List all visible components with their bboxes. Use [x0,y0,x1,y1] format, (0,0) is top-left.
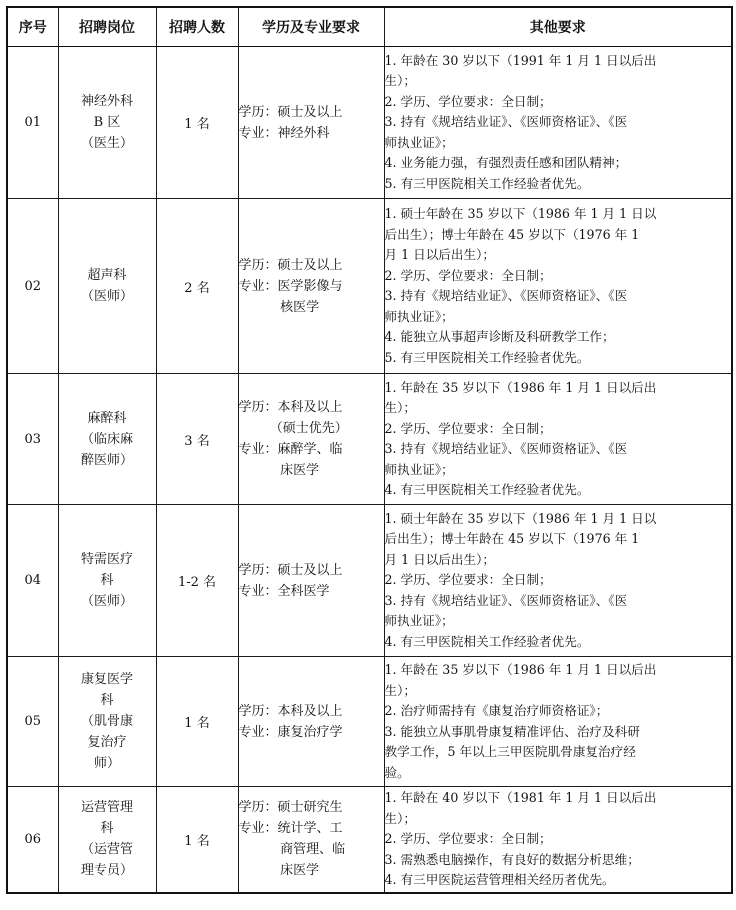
requirement-line: 师执业证》； [384,308,454,324]
position-line: （医师） [80,594,133,609]
requirement-line: 月 1 日以后出生）； [384,247,495,262]
position-line: 科 [100,573,114,588]
education-line: 商管理、临 [280,842,346,858]
education-line: 专业：康复治疗学 [238,724,343,740]
requirement-line: 后出生）；博士年龄在 45 岁以下（1976 年 1 [384,226,640,242]
position-line: 麻醉科 [87,410,127,426]
cell-seq: 05 [7,657,58,787]
education-line: 专业：神经外科 [238,125,330,141]
position-line: 运营管理 [80,800,133,816]
requirement-line: 生）； [384,682,416,698]
education-line: 学历：硕士及以上 [238,562,343,578]
cell-education [238,47,384,199]
requirement-line: 2. 学历、学位要求：全日制； [384,420,552,436]
position-line: 理专员） [80,863,133,879]
cell-count: 3 名 [156,374,238,505]
requirement-line: 1. 年龄在 40 岁以下（1981 年 1 月 1 日以后出 [384,790,657,805]
requirement-line: 3. 持有《规培结业证》、《医师资格证》、《医 [384,592,628,608]
education-line: 床医学 [280,863,320,879]
position-line: 醉医师） [80,452,133,468]
cell-education [238,199,384,374]
education-line: 专业：医学影像与 [238,278,343,294]
cell-other [384,199,732,374]
cell-position [58,47,156,199]
header-seq: 序号 [7,7,58,47]
position-line: （肌骨康 [80,714,133,729]
education-line: 专业：统计学、工 [238,821,343,837]
education-line: （硕士优先） [269,421,348,436]
requirement-line: 2. 学历、学位要求：全日制； [384,572,552,588]
position-line: 科 [100,693,114,708]
requirement-line: 4. 有三甲医院相关工作经验者优先。 [384,633,590,649]
cell-seq: 02 [7,199,58,374]
cell-position [58,374,156,505]
table-row [7,505,732,657]
cell-seq: 04 [7,505,58,657]
header-row [7,7,732,47]
table-row [7,199,732,374]
cell-education [238,505,384,657]
requirement-line: 5. 有三甲医院相关工作经验者优先。 [384,349,590,365]
requirement-line: 1. 年龄在 35 岁以下（1986 年 1 月 1 日以后出 [384,662,657,677]
position-line: 复治疗 [87,735,127,750]
table-body [7,47,732,893]
position-line: （医生） [80,136,133,151]
position-line: 科 [100,821,114,837]
requirement-line: 2. 学历、学位要求：全日制； [384,267,552,283]
position-line: 神经外科 [80,94,133,109]
table-row [7,657,732,787]
requirement-line: 5. 有三甲医院相关工作经验者优先。 [384,175,590,191]
education-line: 专业：全科医学 [238,583,330,599]
requirement-line: 3. 需熟悉电脑操作，有良好的数据分析思维； [384,851,640,867]
position-line: （运营管 [80,842,133,858]
requirement-line: 教学工作，5 年以上三甲医院肌骨康复治疗经 [384,744,636,759]
education-line: 床医学 [280,463,320,478]
position-line: 超声科 [87,268,127,283]
position-line: 康复医学 [80,672,133,687]
cell-position [58,657,156,787]
cell-count: 1 名 [156,787,238,893]
cell-other [384,787,732,893]
table-row [7,787,732,893]
cell-other [384,47,732,199]
requirement-line: 1. 硕士年龄在 35 岁以下（1986 年 1 月 1 日以 [384,510,657,526]
requirement-line: 2. 治疗师需持有《康复治疗师资格证》； [384,703,609,718]
cell-seq: 03 [7,374,58,505]
position-line: 师） [93,756,120,771]
requirement-line: 3. 持有《规培结业证》、《医师资格证》、《医 [384,288,628,303]
requirement-line: 2. 学历、学位要求：全日制； [384,93,552,109]
education-line: 学历：硕士及以上 [238,257,343,273]
requirement-line: 生）； [384,73,416,89]
table-row [7,374,732,505]
cell-other [384,505,732,657]
cell-education [238,657,384,787]
cell-count: 1 名 [156,657,238,787]
requirement-line: 月 1 日以后出生）； [384,551,495,567]
requirement-line: 师执业证》； [384,461,454,477]
header-other: 其他要求 [384,7,732,47]
requirement-line: 师执业证》； [384,134,454,150]
requirement-line: 4. 有三甲医院运营管理相关经历者优先。 [384,872,615,887]
education-line: 学历：本科及以上 [238,400,343,415]
position-line: B 区 [93,115,121,130]
requirement-line: 师执业证》； [384,613,454,629]
cell-seq: 06 [7,787,58,893]
requirement-line: 后出生）；博士年龄在 45 岁以下（1976 年 1 [384,531,640,547]
requirement-line: 1. 硕士年龄在 35 岁以下（1986 年 1 月 1 日以 [384,206,657,221]
requirement-line: 3. 能独立从事肌骨康复精准评估、治疗及科研 [384,723,640,739]
requirement-line: 生）； [384,810,416,826]
recruitment-table [6,6,733,894]
cell-count: 1-2 名 [156,505,238,657]
cell-count: 1 名 [156,47,238,199]
cell-education [238,374,384,505]
requirement-line: 验。 [384,764,410,780]
education-line: 核医学 [280,299,320,315]
education-line: 专业：麻醉学、临 [238,442,343,457]
header-education: 学历及专业要求 [238,7,384,47]
table-row [7,47,732,199]
header-count: 招聘人数 [156,7,238,47]
requirement-line: 3. 持有《规培结业证》、《医师资格证》、《医 [384,114,628,130]
position-line: （临床麻 [80,431,133,447]
requirement-line: 4. 业务能力强，有强烈责任感和团队精神； [384,155,628,171]
requirement-line: 4. 能独立从事超声诊断及科研教学工作； [384,329,615,344]
cell-position [58,199,156,374]
requirement-line: 2. 学历、学位要求：全日制； [384,831,552,846]
cell-other [384,657,732,787]
cell-position [58,505,156,657]
requirement-line: 3. 持有《规培结业证》、《医师资格证》、《医 [384,441,628,456]
position-line: 特需医疗 [80,552,133,567]
education-line: 学历：硕士研究生 [238,800,343,816]
requirement-line: 1. 年龄在 35 岁以下（1986 年 1 月 1 日以后出 [384,379,657,395]
requirement-line: 生）； [384,400,416,415]
position-line: （医师） [80,289,133,304]
header-position: 招聘岗位 [58,7,156,47]
requirement-line: 1. 年龄在 30 岁以下（1991 年 1 月 1 日以后出 [384,52,657,68]
cell-other [384,374,732,505]
cell-count: 2 名 [156,199,238,374]
cell-position [58,787,156,893]
education-line: 学历：本科及以上 [238,703,343,719]
cell-education [238,787,384,893]
education-line: 学历：硕士及以上 [238,104,343,120]
cell-seq: 01 [7,47,58,199]
requirement-line: 4. 有三甲医院相关工作经验者优先。 [384,482,590,497]
